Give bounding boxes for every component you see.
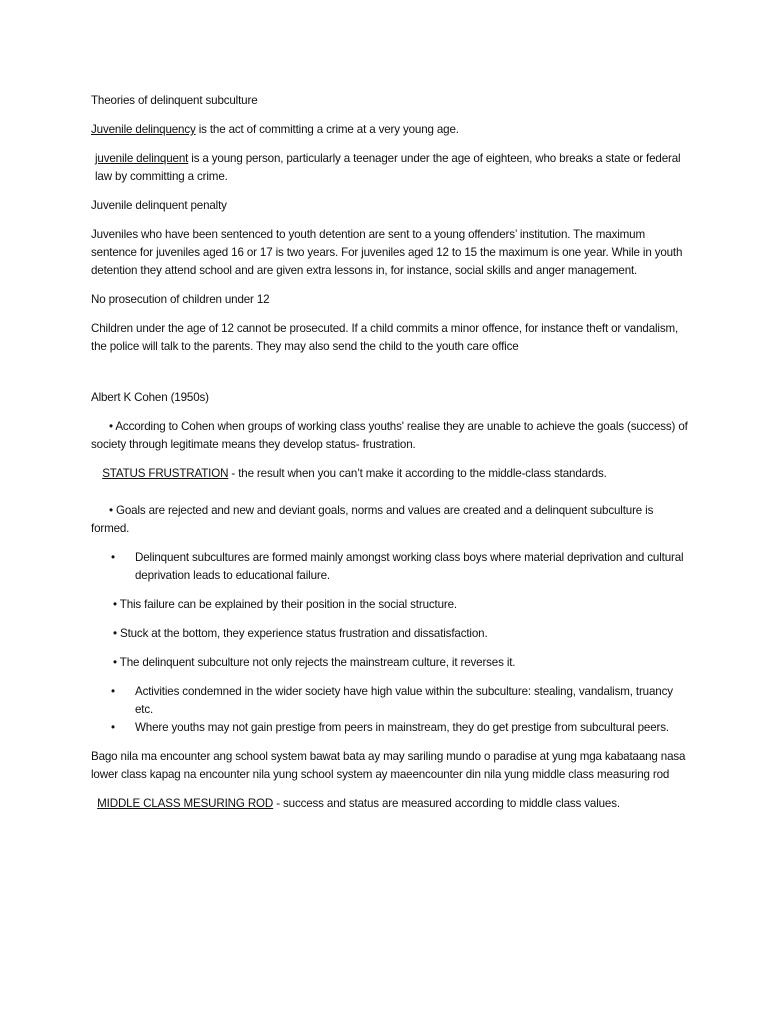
definition-text: - success and status are measured according to middle class values. (273, 797, 620, 810)
indent (93, 467, 102, 480)
definition-status-frustration (91, 465, 691, 483)
list-item: • Where youths may not gain prestige from peers in mainstream, they do get prestige from subcultural peers. (91, 719, 691, 737)
term-juvenile-delinquent: juvenile delinquent (95, 152, 189, 165)
document-title: Theories of delinquent subculture (91, 94, 258, 107)
definition-text: is the act of committing a crime at a very young age. (195, 123, 459, 136)
term-juvenile-delinquency: Juvenile delinquency (91, 123, 196, 136)
bullet-list-2 (91, 683, 691, 737)
definition-juvenile-delinquency (91, 121, 691, 139)
paragraph-penalty: Juveniles who have been sentenced to youth detention are sent to a young offenders’ institution. The maximum sentence for juveniles aged 16 or 17 is two years. For juveniles aged 12 to 15 the maximum is one year. While in youth detention they attend school and are given extra lessons in, for instance, social skills and anger management. (91, 228, 683, 277)
paragraph-cohen: • According to Cohen when groups of working class youths' realise they are unable to achieve the goals (success) of society through legitimate means they develop status- frustration. (91, 420, 688, 451)
definition-measuring-rod (91, 795, 691, 813)
spacer (91, 367, 691, 389)
list-item: • Activities condemned in the wider society have high value within the subculture: stealing, vandalism, truancy etc. (91, 683, 691, 719)
paragraph-stuck: • Stuck at the bottom, they experience status frustration and dissatisfaction. (113, 627, 488, 640)
definition-text: is a young person, particularly a teenager under the age of eighteen, who breaks a state or federal law by committing a crime. (95, 152, 681, 183)
paragraph-goals: • Goals are rejected and new and deviant goals, norms and values are created and a delinquent subculture is formed. (91, 504, 654, 535)
section-heading-no-prosecution: No prosecution of children under 12 (91, 293, 270, 306)
section-heading-penalty: Juvenile delinquent penalty (91, 199, 227, 212)
paragraph-tagalog: Bago nila ma encounter ang school system bawat bata ay may sariling mundo o paradise at yung mga kabataang nasa lower class kapag na encounter nila yung school system ay maeencounter din nila yung middle class measuring rod (91, 750, 686, 781)
paragraph-no-prosecution: Children under the age of 12 cannot be prosecuted. If a child commits a minor offence, for instance theft or vandalism, the police will talk to the parents. They may also send the child to the youth care office (91, 322, 679, 353)
paragraph-rejects: • The delinquent subculture not only rejects the mainstream culture, it reverses it. (113, 656, 516, 669)
bullet-list-1 (91, 549, 691, 585)
definition-text: - the result when you can’t make it according to the middle-class standards. (228, 467, 607, 480)
spacer (91, 494, 691, 502)
paragraph-failure: • This failure can be explained by their position in the social structure. (113, 598, 457, 611)
term-status-frustration: STATUS FRUSTRATION (102, 467, 229, 480)
term-measuring-rod: MIDDLE CLASS MESURING ROD (97, 797, 274, 810)
definition-juvenile-delinquent (91, 150, 691, 186)
document-body (91, 92, 691, 824)
list-item: • Delinquent subcultures are formed mainly amongst working class boys where material deprivation and cultural deprivation leads to educational failure. (91, 549, 691, 585)
section-heading-cohen: Albert K Cohen (1950s) (91, 391, 209, 404)
